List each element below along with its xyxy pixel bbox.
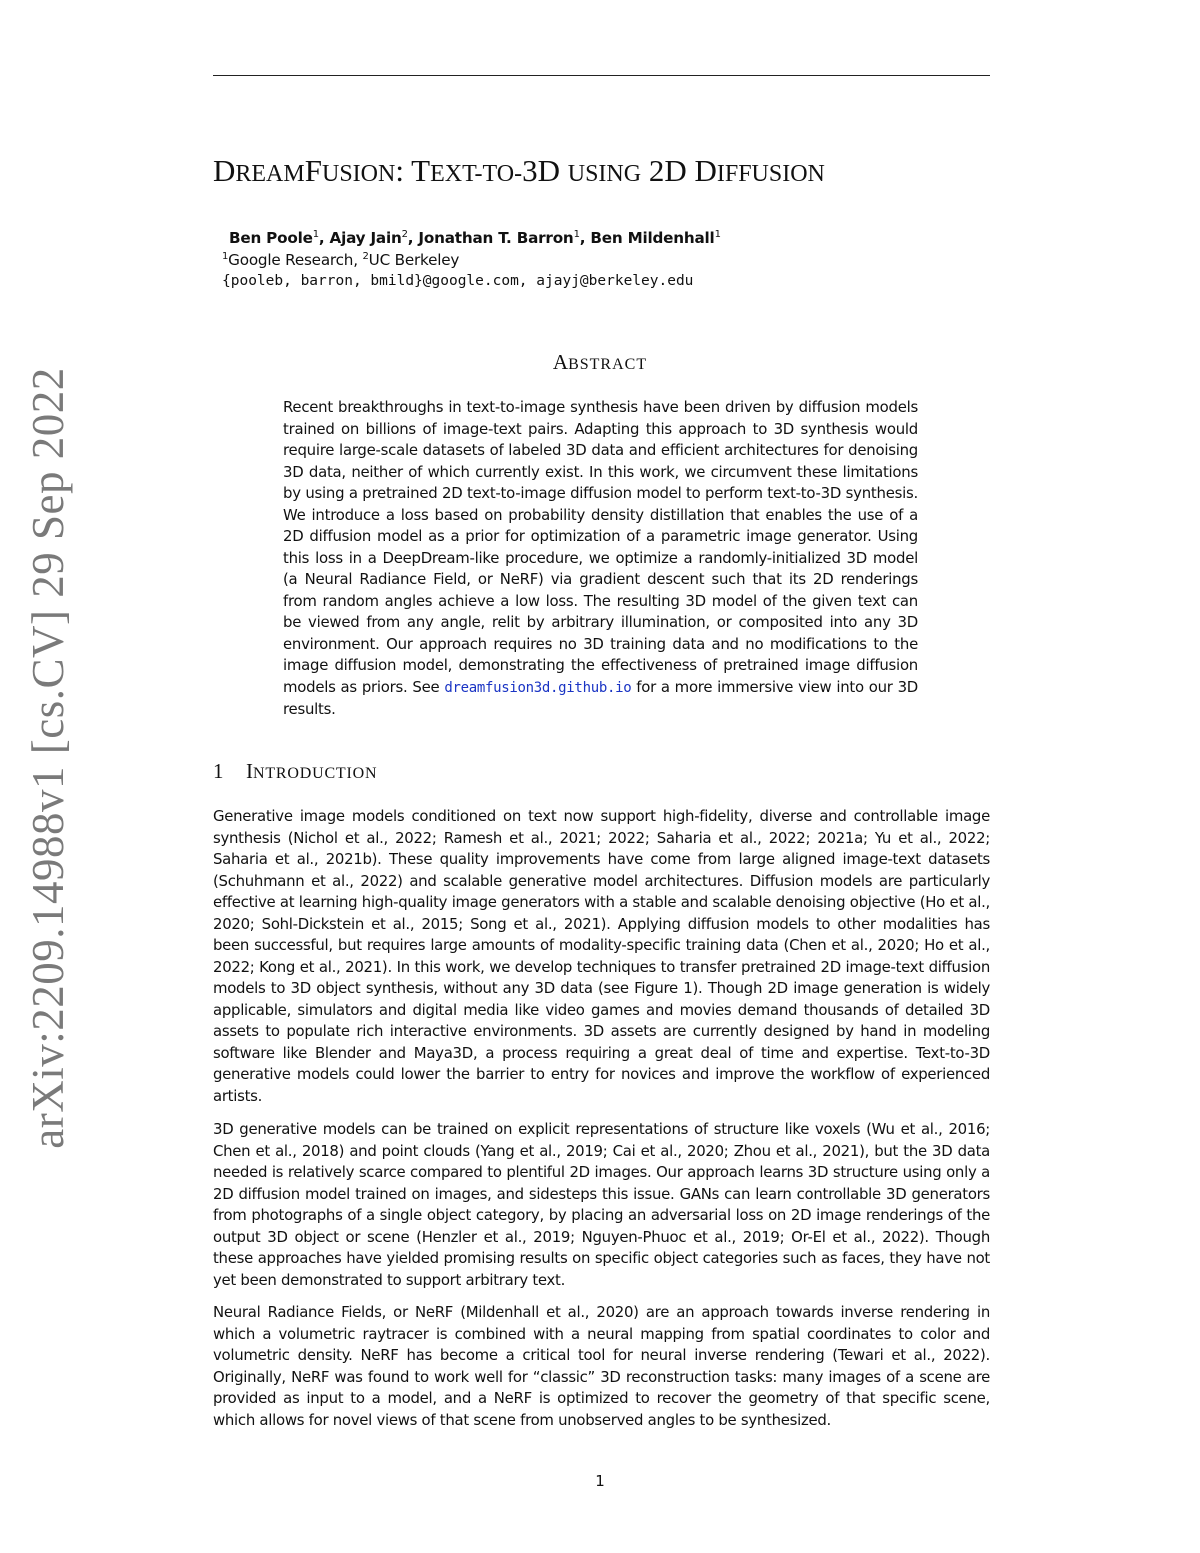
intro-paragraph-1: Generative image models conditioned on text now support high-fidelity, diverse and controllable image synthesis (Nichol et al., 2022; Ramesh et al., 2021; 2022; Saharia et al., 2022; 2021a; Yu et al., 2022; Saharia et al., 2021b). These quality improvements have come from large aligned image-text datasets (Schuhmann et al., 2022) and scalable generative model architectures. Diffusion models are particularly effective at learning high-quality image generators with a stable and scalable denoising objective (Ho et al., 2020; Sohl-Dickstein et al., 2015; Song et al., 2021). Applying diffusion models to other modalities has been successful, but requires large amounts of modality-specific training data (Chen et al., 2020; Ho et al., 2022; Kong et al., 2021). In this work, we develop techniques to transfer pretrained 2D image-text diffusion models to 3D object synthesis, without any 3D data (see Figure 1). Though 2D image generation is widely applicable, simulators and digital media like video games and movies demand thousands of detailed 3D assets to populate rich interactive environments. 3D assets are currently designed by hand in modeling software like Blender and Maya3D, a process requiring a great deal of time and expertise. Text-to-3D generative models could lower the barrier to entry for novices and improve the workflow of experienced artists. — [213, 807, 990, 1105]
project-link[interactable]: dreamfusion3d.github.io — [444, 679, 632, 696]
author-list: Ben Poole$^1$, Ajay Jain$^2$, Jonathan T. Barron$^1$, Ben Mildenhall$^1$ — [229, 229, 721, 248]
section-heading-introduction: 1 INTRODUCTION — [213, 759, 378, 783]
affiliation-name: UC Berkeley — [368, 251, 460, 270]
author-name: Ajay Jain — [329, 229, 402, 248]
intro-paragraph-3: Neural Radiance Fields, or NeRF (Mildenhall et al., 2020) are an approach towards inverse rendering in which a volumetric raytracer is combined with a neural mapping from spatial coordinates to color and volumetric density. NeRF has become a critical tool for neural inverse rendering (Tewari et al., 2022). Originally, NeRF was found to work well for “classic” 3D reconstruction tasks: many images of a scene are provided as input to a model, and a NeRF is optimized to recover the geometry of that specific scene, which allows for novel views of that scene from unobserved angles to be synthesized. — [213, 1303, 990, 1429]
affiliation-name: Google Research — [228, 251, 354, 270]
paper-title: DREAMFUSION: TEXT-TO-3D USING 2D DIFFUSION — [213, 153, 825, 188]
author-name: Jonathan T. Barron — [418, 229, 574, 248]
author-emails: {pooleb, barron, bmild}@google.com, ajayj@berkeley.edu — [222, 273, 694, 289]
page-number: 1 — [595, 1472, 605, 1490]
abstract-text: Recent breakthroughs in text-to-image synthesis have been driven by diffusion models trained on billions of image-text pairs. Adapting this approach to 3D synthesis would require large-scale datasets of labeled 3D data and efficient architectures for denoising 3D data, neither of which currently exist. In this work, we circumvent these limitations by using a pretrained 2D text-to-image diffusion model to perform text-to-3D synthesis. We introduce a loss based on probability density distillation that enables the use of a 2D diffusion model as a prior for optimization of a parametric image generator. Using this loss in a DeepDream-like procedure, we optimize a randomly-initialized 3D model (a Neural Radiance Field, or NeRF) via gradient descent such that its 2D renderings from random angles achieve a low loss. The resulting 3D model of the given text can be viewed from any angle, relit by arbitrary illumination, or composited into any 3D environment. Our approach requires no 3D training data and no modifications to the image diffusion model, demonstrating the effectiveness of pretrained image diffusion models as priors. See dreamfusion3d.github.io for a more immersive view into our 3D results. — [283, 398, 919, 718]
arxiv-identifier-stamp: arXiv:2209.14988v1 [cs.CV] 29 Sep 2022 — [23, 367, 73, 1149]
author-name: Ben Mildenhall — [590, 229, 715, 248]
affiliations: $^1$Google Research, $^2$UC Berkeley — [222, 251, 460, 270]
abstract-heading: ABSTRACT — [552, 350, 648, 374]
author-name: Ben Poole — [229, 229, 313, 248]
top-rule — [213, 75, 990, 76]
intro-paragraph-2: 3D generative models can be trained on explicit representations of structure like voxels (Wu et al., 2016; Chen et al., 2018) and point clouds (Yang et al., 2019; Cai et al., 2020; Zhou et al., 2021), but the 3D data needed is relatively scarce compared to plentiful 2D images. Our approach learns 3D structure using only a 2D diffusion model trained on images, and sidesteps this issue. GANs can learn controllable 3D generators from photographs of a single object category, by placing an adversarial loss on 2D image renderings of the output 3D object or scene (Henzler et al., 2019; Nguyen-Phuoc et al., 2019; Or-El et al., 2022). Though these approaches have yielded promising results on specific object categories such as faces, they have not yet been demonstrated to support arbitrary text. — [213, 1120, 990, 1289]
section-number: 1 — [213, 759, 224, 783]
